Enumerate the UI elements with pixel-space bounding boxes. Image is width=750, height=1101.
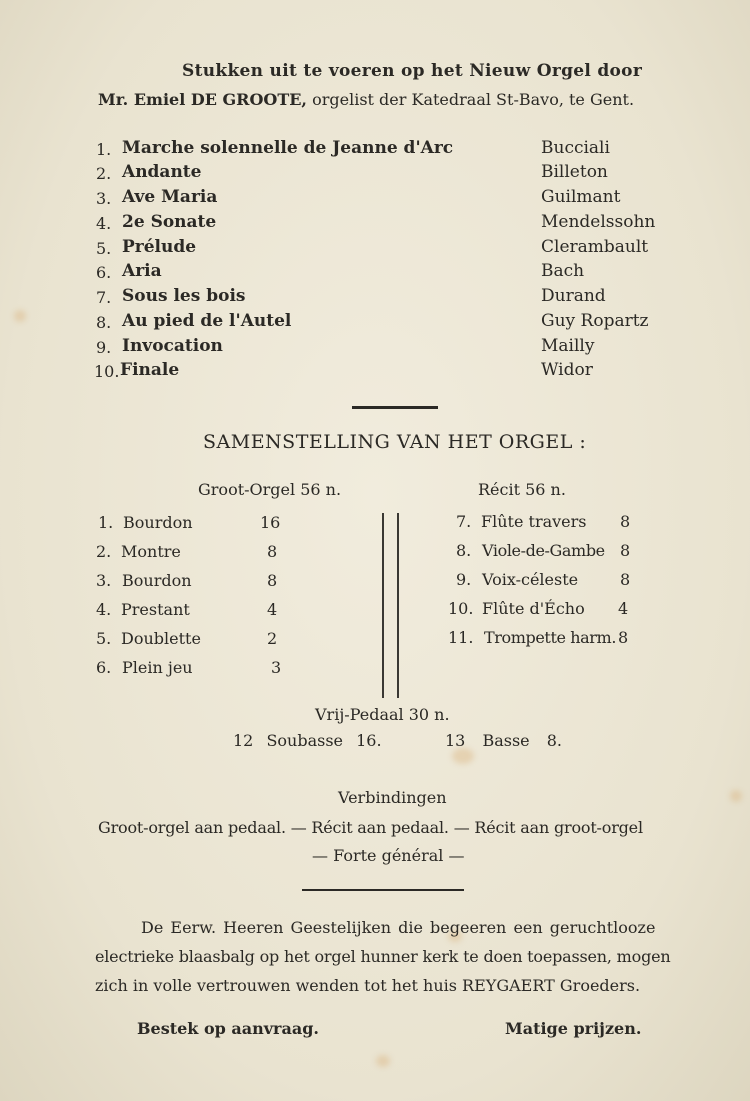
program-title: Finale <box>120 360 180 380</box>
program-composer: Guilmant <box>541 187 621 207</box>
program-composer: Guy Ropartz <box>541 311 649 331</box>
program-title: Invocation <box>122 336 223 356</box>
advert-line3: zich in volle vertrouwen wenden tot het huis REYGAERT Groeders. <box>95 976 641 995</box>
stop-feet: 2 <box>267 629 278 648</box>
program-composer: Mendelssohn <box>541 212 656 232</box>
program-title: Au pied de l'Autel <box>122 311 292 331</box>
stop-name: Flûte travers <box>481 512 587 531</box>
couplers-line2: — Forte général — <box>312 846 465 865</box>
program-number: 6. <box>96 263 112 282</box>
couplers-heading: Verbindingen <box>338 788 447 807</box>
stop-name: Bourdon <box>123 513 193 532</box>
program-number: 7. <box>96 288 112 307</box>
program-composer: Clerambault <box>541 237 649 257</box>
header-line1: Stukken uit te voeren op het Nieuw Orgel door <box>182 61 643 81</box>
stop-name: Bourdon <box>122 571 192 590</box>
program-title: Marche solennelle de Jeanne d'Arc <box>122 138 454 158</box>
program-title: Andante <box>122 162 202 182</box>
paper-stain <box>730 790 742 802</box>
section-divider <box>352 406 438 409</box>
stop-number: 8. <box>456 541 472 560</box>
program-composer: Bucciali <box>541 138 610 158</box>
stop-name: Montre <box>121 542 181 561</box>
stop-feet: 4 <box>618 599 629 618</box>
stop-feet: 8 <box>620 570 631 589</box>
stop-feet: 8 <box>267 542 278 561</box>
program-number: 10. <box>94 362 120 381</box>
stop-name: Voix-céleste <box>482 570 579 589</box>
program-composer: Mailly <box>541 336 595 356</box>
stop-number: 6. <box>96 658 112 677</box>
advert-line1: De Eerw. Heeren Geestelijken die begeeren een geruchtlooze <box>141 918 656 937</box>
stop-feet: 8 <box>620 541 631 560</box>
program-composer: Widor <box>541 360 593 380</box>
program-number: 2. <box>96 164 112 183</box>
column-divider <box>382 513 384 698</box>
program-composer: Billeton <box>541 162 608 182</box>
couplers-line1: Groot-orgel aan pedaal. — Récit aan pedaal. — Récit aan groot-orgel <box>98 818 643 837</box>
pedal-heading: Vrij-Pedaal 30 n. <box>315 705 450 724</box>
organ-heading: SAMENSTELLING VAN HET ORGEL : <box>203 431 587 453</box>
program-number: 1. <box>96 140 112 159</box>
organist-title: orgelist der Katedraal St-Bavo, te Gent. <box>312 90 635 109</box>
program-number: 5. <box>96 239 112 258</box>
paper-stain <box>14 310 26 322</box>
stop-name: Doublette <box>121 629 201 648</box>
stop-feet: 8 <box>267 571 278 590</box>
stop-name: Plein jeu <box>122 658 193 677</box>
program-number: 3. <box>96 189 112 208</box>
footer-right: Matige prijzen. <box>505 1019 642 1038</box>
paper-stain <box>452 748 474 764</box>
program-number: 8. <box>96 313 112 332</box>
pedal-stop-right: 13 Basse 8. <box>445 731 562 750</box>
stop-number: 2. <box>96 542 112 561</box>
advert-line2: electrieke blaasbalg op het orgel hunner kerk te doen toepassen, mogen <box>95 947 671 966</box>
program-composer: Durand <box>541 286 606 306</box>
program-composer: Bach <box>541 261 585 281</box>
stop-number: 7. <box>456 512 472 531</box>
program-title: 2e Sonate <box>122 212 217 232</box>
stop-number: 10. <box>448 599 474 618</box>
program-number: 9. <box>96 338 112 357</box>
groot-orgel-heading: Groot-Orgel 56 n. <box>198 480 342 499</box>
stop-feet: 16 <box>260 513 281 532</box>
pedal-stop-left: 12 Soubasse 16. <box>233 731 382 750</box>
stop-feet: 3 <box>271 658 282 677</box>
header-line2 <box>98 90 634 109</box>
stop-name: Viole-de-Gambe <box>482 541 605 560</box>
column-divider <box>397 513 399 698</box>
stop-name: Prestant <box>121 600 190 619</box>
organist-name: Mr. Emiel DE GROOTE, <box>98 90 307 109</box>
stop-feet: 4 <box>267 600 278 619</box>
stop-number: 5. <box>96 629 112 648</box>
stop-number: 11. <box>448 628 474 647</box>
program-title: Sous les bois <box>122 286 246 306</box>
paper-stain <box>376 1055 390 1067</box>
program-title: Prélude <box>122 237 197 257</box>
stop-name: Flûte d'Écho <box>482 599 585 618</box>
recit-heading: Récit 56 n. <box>478 480 566 499</box>
section-divider <box>302 889 464 891</box>
stop-number: 1. <box>98 513 114 532</box>
footer-left: Bestek op aanvraag. <box>137 1019 319 1038</box>
stop-feet: 8 <box>618 628 629 647</box>
program-title: Aria <box>122 261 162 281</box>
stop-name: Trompette harm. <box>484 628 617 647</box>
stop-number: 3. <box>96 571 112 590</box>
program-number: 4. <box>96 214 112 233</box>
stop-number: 4. <box>96 600 112 619</box>
program-title: Ave Maria <box>122 187 218 207</box>
stop-feet: 8 <box>620 512 631 531</box>
stop-number: 9. <box>456 570 472 589</box>
